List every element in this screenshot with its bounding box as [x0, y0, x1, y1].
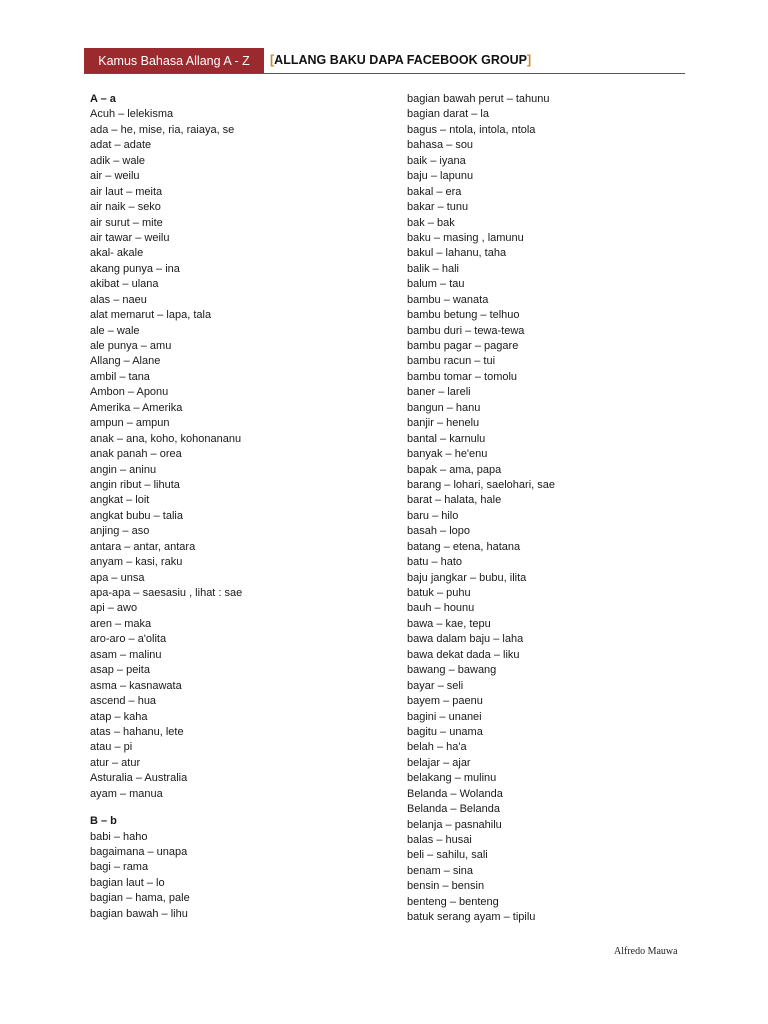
dictionary-entry: baju – lapunu — [407, 170, 474, 183]
header-title-tab: Kamus Bahasa Allang A - Z — [84, 48, 264, 74]
dictionary-entry: batang – etena, hatana — [407, 540, 521, 553]
header-group-label: ALLANG BAKU DAPA FACEBOOK GROUP — [274, 53, 527, 67]
dictionary-entry: akal- akale — [90, 247, 144, 260]
dictionary-entry: atas – hahanu, lete — [90, 725, 184, 738]
dictionary-entry: Allang – Alane — [90, 355, 161, 368]
dictionary-entry: air naik – seko — [90, 201, 161, 214]
dictionary-entry: air surut – mite — [90, 216, 163, 229]
dictionary-entry: bambu racun – tui — [407, 355, 496, 368]
footer-author: Alfredo Mauwa — [614, 946, 678, 957]
dictionary-entry: akang punya – ina — [90, 262, 180, 275]
dictionary-entry: bambu tomar – tomolu — [407, 370, 518, 383]
dictionary-entry: anak – ana, koho, kohonananu — [90, 432, 242, 445]
header-bracket-open: [ — [270, 53, 275, 67]
dictionary-entry: benam – sina — [407, 864, 474, 877]
dictionary-entry: bambu – wanata — [407, 293, 489, 306]
dictionary-entry: Belanda – Wolanda — [407, 787, 503, 800]
dictionary-entry: aren – maka — [90, 617, 152, 630]
dictionary-entry: apa – unsa — [90, 571, 145, 584]
dictionary-entry: bangun – hanu — [407, 401, 481, 414]
dictionary-entry: Acuh – lelekisma — [90, 108, 174, 121]
dictionary-entry: baik – iyana — [407, 154, 466, 167]
dictionary-entry: bagian laut – lo — [90, 876, 165, 889]
dictionary-entry: adat – adate — [90, 139, 152, 152]
dictionary-entry: baru – hilo — [407, 509, 459, 522]
dictionary-entry: babi – haho — [90, 830, 148, 843]
dictionary-entry: bambu betung – telhuo — [407, 309, 520, 322]
dictionary-entry: bagaimana – unapa — [90, 846, 188, 858]
dictionary-entry: asam – malinu — [90, 648, 162, 661]
dictionary-entry: akibat – ulana — [90, 278, 159, 291]
dictionary-entry: Belanda – Belanda — [407, 803, 500, 816]
dictionary-entry: api – awo — [90, 602, 138, 615]
dictionary-entry: bagus – ntola, intola, ntola — [407, 123, 536, 136]
dictionary-entry: barang – lohari, saelohari, sae — [407, 478, 555, 491]
dictionary-entry: bambu duri – tewa-tewa — [407, 324, 525, 337]
dictionary-entry: batuk serang ayam – tipilu — [407, 911, 536, 924]
dictionary-entry: bayar – seli — [407, 679, 464, 692]
dictionary-entry: bauh – hounu — [407, 602, 475, 615]
dictionary-entry: ale punya – amu — [90, 340, 172, 352]
dictionary-entry: Amerika – Amerika — [90, 401, 183, 414]
dictionary-entry: belakang – mulinu — [407, 772, 497, 785]
dictionary-entry: angin ribut – lihuta — [90, 478, 180, 491]
left-column — [90, 92, 242, 922]
dictionary-entry: anak panah – orea — [90, 448, 182, 461]
page-header — [84, 48, 685, 74]
dictionary-entry: adik – wale — [90, 154, 146, 167]
dictionary-entry: bawa – kae, tepu — [407, 617, 491, 630]
dictionary-entry: bensin – bensin — [407, 880, 485, 893]
dictionary-entry: bagitu – unama — [407, 725, 483, 738]
dictionary-entry: baju jangkar – bubu, ilita — [407, 571, 527, 584]
section-heading: B – b — [90, 815, 117, 828]
dictionary-entry: bantal – karnulu — [407, 432, 486, 445]
dictionary-entry: alat memarut – lapa, tala — [90, 309, 212, 322]
dictionary-entry: Ambon – Aponu — [90, 386, 169, 399]
dictionary-entry: bawa dalam baju – laha — [407, 633, 524, 646]
dictionary-entry: asma – kasnawata — [90, 679, 182, 692]
dictionary-entry: ada – he, mise, ria, raiaya, se — [90, 123, 235, 136]
header-rule — [84, 73, 685, 74]
dictionary-entry: bayem – paenu — [407, 695, 483, 708]
dictionary-entry: batu – hato — [407, 556, 463, 569]
section-gap — [90, 802, 242, 814]
dictionary-entry: balik – hali — [407, 262, 459, 275]
dictionary-entry: asap – peita — [90, 664, 150, 677]
dictionary-entry: balas – husai — [407, 834, 472, 846]
dictionary-entry: banjir – henelu — [407, 417, 480, 430]
dictionary-entry: bakal – era — [407, 185, 462, 198]
dictionary-entry: banyak – he'enu — [407, 448, 488, 461]
dictionary-entry: air – weilu — [90, 170, 140, 183]
dictionary-entry: aro-aro – a'olita — [90, 633, 167, 646]
right-column — [407, 92, 555, 926]
dictionary-entry: belajar – ajar — [407, 756, 471, 769]
dictionary-entry: atap – kaha — [90, 710, 148, 723]
dictionary-entry: alas – naeu — [90, 293, 147, 306]
dictionary-entry: air laut – meita — [90, 185, 163, 198]
header-group-title — [270, 48, 531, 74]
dictionary-entry: anjing – aso — [90, 525, 150, 538]
dictionary-entry: bakul – lahanu, taha — [407, 247, 507, 260]
dictionary-entry: bak – bak — [407, 216, 455, 229]
dictionary-entry: bagian – hama, pale — [90, 892, 190, 905]
dictionary-entry: benteng – benteng — [407, 895, 499, 908]
section-heading: A – a — [90, 93, 116, 105]
dictionary-entry: belah – ha'a — [407, 741, 467, 754]
dictionary-entry: ale – wale — [90, 324, 140, 337]
dictionary-entry: belanja – pasnahilu — [407, 818, 502, 831]
dictionary-entry: barat – halata, hale — [407, 494, 502, 507]
dictionary-entry: antara – antar, antara — [90, 540, 196, 553]
dictionary-entry: bahasa – sou — [407, 139, 474, 152]
dictionary-entry: atur – atur — [90, 756, 141, 769]
dictionary-entry: batuk – puhu — [407, 587, 471, 599]
dictionary-entry: Asturalia – Australia — [90, 772, 188, 785]
dictionary-entry: ambil – tana — [90, 370, 150, 383]
dictionary-entry: ayam – manua — [90, 787, 163, 800]
dictionary-entry: basah – lopo — [407, 525, 470, 538]
dictionary-entry: air tawar – weilu — [90, 231, 170, 244]
dictionary-entry: bagian bawah perut – tahunu — [407, 93, 550, 105]
dictionary-entry: balum – tau — [407, 278, 465, 291]
dictionary-entry: apa-apa – saesasiu , lihat : sae — [90, 587, 243, 599]
dictionary-entry: bawang – bawang — [407, 664, 497, 677]
dictionary-entry: atau – pi — [90, 741, 133, 754]
dictionary-entry: bagini – unanei — [407, 710, 482, 723]
dictionary-entry: bagi – rama — [90, 861, 149, 874]
dictionary-entry: beli – sahilu, sali — [407, 849, 488, 862]
dictionary-entry: ampun – ampun — [90, 417, 170, 430]
dictionary-entry: bapak – ama, papa — [407, 463, 502, 476]
dictionary-entry: angin – aninu — [90, 463, 157, 476]
dictionary-entry: ascend – hua — [90, 695, 157, 708]
dictionary-entry: bambu pagar – pagare — [407, 340, 519, 352]
dictionary-entry: anyam – kasi, raku — [90, 556, 183, 569]
dictionary-entry: angkat bubu – talia — [90, 509, 183, 522]
dictionary-entry: baku – masing , lamunu — [407, 231, 524, 244]
dictionary-entry: bakar – tunu — [407, 201, 469, 214]
dictionary-entry: bagian darat – la — [407, 108, 489, 121]
header-bracket-close: ] — [526, 53, 532, 67]
dictionary-entry: angkat – loit — [90, 494, 150, 507]
dictionary-entry: baner – lareli — [407, 386, 471, 399]
dictionary-entry: bawa dekat dada – liku — [407, 648, 520, 661]
dictionary-entry: bagian bawah – lihu — [90, 907, 188, 920]
